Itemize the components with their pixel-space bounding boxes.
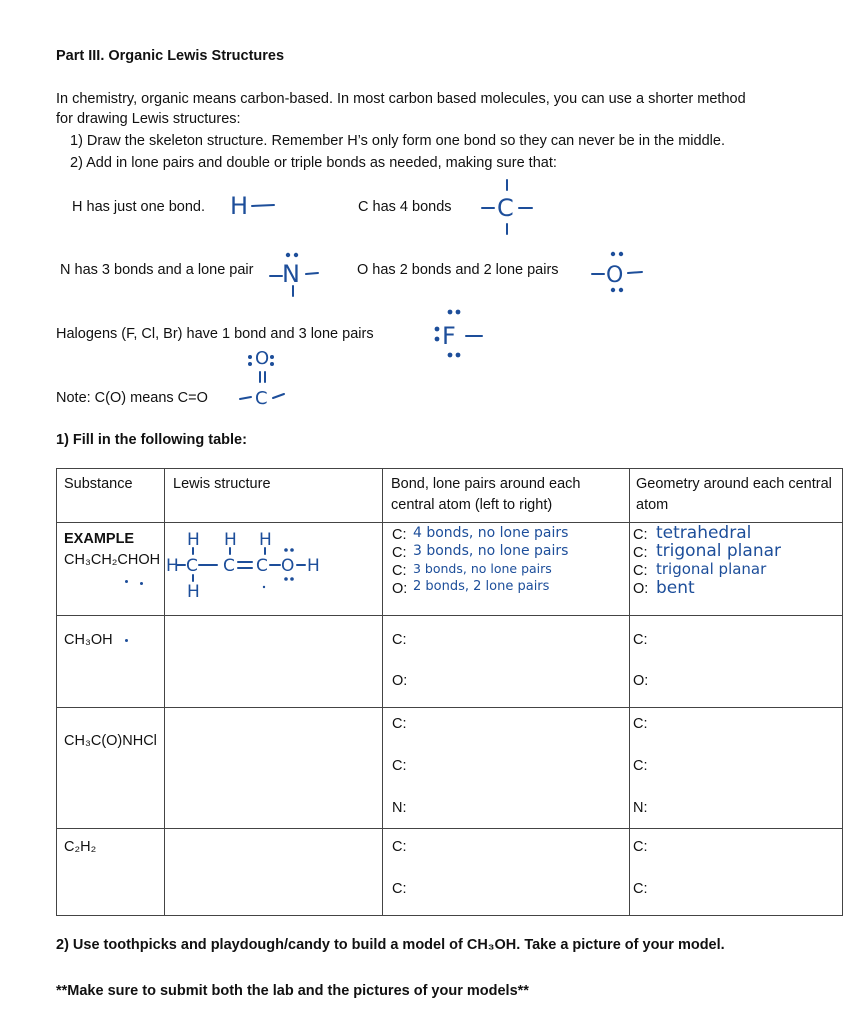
c-symbol: C	[497, 194, 514, 222]
ch3conhcl-lewis-cell[interactable]	[165, 708, 383, 829]
question-2: 2) Use toothpicks and playdough/candy to build a model of CH₃OH. Take a picture of your model.	[56, 937, 725, 953]
question-1: 1) Fill in the following table:	[56, 432, 247, 448]
example-bond-answer-4: 2 bonds, 2 lone pairs	[413, 579, 550, 594]
example-formula: CH₃CH₂CHOH	[64, 552, 161, 568]
ch3oh-formula: CH₃OH	[64, 632, 113, 648]
svg-text:H: H	[224, 530, 237, 550]
c2h2-bonds-cell[interactable]	[383, 829, 630, 916]
example-bond-answer-1: 4 bonds, no lone pairs	[413, 525, 569, 541]
ch3conhcl-bond-label-1: C:	[392, 716, 407, 732]
n-bond-drawing	[270, 248, 330, 298]
svg-text:H: H	[166, 556, 179, 576]
ch3oh-bond-label-2: O:	[392, 673, 408, 689]
step-2: 2) Add in lone pairs and double or triple bonds as needed, making sure that:	[70, 155, 557, 171]
svg-text:H: H	[187, 530, 200, 550]
example-substance-cell	[57, 523, 165, 616]
h-bond-line	[252, 205, 274, 206]
f-bond-drawing	[430, 304, 500, 364]
svg-text:O: O	[281, 556, 295, 576]
c2h2-bond-label-2: C:	[392, 881, 407, 897]
ch3conhcl-bond-label-3: N:	[392, 800, 407, 816]
ch3conhcl-geom-label-1: C:	[633, 716, 648, 732]
ch3conhcl-geom-label-2: C:	[633, 758, 648, 774]
ch3conhcl-substance-cell	[57, 708, 165, 829]
rule-note: Note: C(O) means C=O	[56, 390, 208, 406]
example-bond-answer-3: 3 bonds, no lone pairs	[413, 561, 552, 576]
n-bond-right	[306, 273, 318, 274]
example-bonds-cell	[383, 523, 630, 616]
table-row-ch3conhcl	[57, 708, 843, 829]
table-row-ch3oh	[57, 616, 843, 708]
example-lewis-drawing	[165, 523, 365, 611]
svg-text:C: C	[223, 556, 235, 576]
example-bond-label-4: O:	[392, 581, 408, 597]
c2h2-bond-label-1: C:	[392, 839, 407, 855]
c2h2-substance-cell	[57, 829, 165, 916]
rule-n: N has 3 bonds and a lone pair	[60, 262, 254, 278]
example-geom-label-2: C:	[633, 545, 648, 561]
h-symbol: H	[230, 192, 249, 220]
rule-c: C has 4 bonds	[358, 199, 452, 215]
example-geom-label-1: C:	[633, 527, 648, 543]
intro-line-1: In chemistry, organic means carbon-based. In most carbon based molecules, you can use a shorter method	[56, 91, 746, 107]
co-bond-right	[273, 394, 284, 398]
ch3conhcl-bond-label-2: C:	[392, 758, 407, 774]
intro-line-2: for drawing Lewis structures:	[56, 111, 241, 127]
example-bond-label-1: C:	[392, 527, 407, 543]
example-geom-label-4: O:	[633, 581, 649, 597]
table-header-row	[57, 469, 843, 523]
header-lewis: Lewis structure	[165, 469, 383, 523]
lewis-table	[56, 468, 843, 916]
example-geom-answer-3: trigonal planar	[656, 560, 767, 578]
example-label: EXAMPLE	[64, 531, 135, 547]
ch3oh-geom-label-2: O:	[633, 673, 649, 689]
co-c-symbol: C	[255, 388, 268, 409]
svg-text:C: C	[256, 556, 268, 576]
svg-text:H: H	[187, 582, 200, 602]
o-bond-drawing	[590, 246, 650, 296]
header-geometry: Geometry around each central atom	[630, 469, 843, 523]
example-geom-label-3: C:	[633, 563, 648, 579]
header-bonds: Bond, lone pairs around each central atom (left to right)	[383, 469, 630, 523]
header-substance: Substance	[57, 469, 165, 523]
part-title: Part III. Organic Lewis Structures	[56, 48, 285, 64]
ch3oh-bonds-cell[interactable]	[383, 616, 630, 708]
c-bond-drawing	[478, 178, 538, 236]
ch3oh-bond-label-1: C:	[392, 632, 407, 648]
step-1: 1) Draw the skeleton structure. Remember H’s only form one bond so they can never be in the middle.	[70, 133, 725, 149]
ch3conhcl-formula: CH₃C(O)NHCl	[64, 733, 157, 749]
submit-note: **Make sure to submit both the lab and the pictures of your models**	[56, 983, 529, 999]
h-bond-drawing	[230, 192, 280, 222]
co-o-symbol: O	[255, 348, 270, 369]
rule-o: O has 2 bonds and 2 lone pairs	[357, 262, 559, 278]
n-symbol: N	[282, 260, 300, 288]
example-geometry-cell	[630, 523, 843, 616]
table-row-example	[57, 523, 843, 616]
c2h2-geom-label-2: C:	[633, 881, 648, 897]
c2h2-geom-label-1: C:	[633, 839, 648, 855]
ch3conhcl-bonds-cell[interactable]	[383, 708, 630, 829]
example-bond-label-3: C:	[392, 563, 407, 579]
c2h2-geometry-cell[interactable]	[630, 829, 843, 916]
example-geom-answer-2: trigonal planar	[656, 541, 782, 561]
svg-text:H: H	[259, 530, 272, 550]
rule-h: H has just one bond.	[72, 199, 206, 215]
o-bond-right	[628, 272, 642, 273]
example-bond-answer-2: 3 bonds, no lone pairs	[413, 543, 569, 559]
example-geom-answer-1: tetrahedral	[656, 523, 752, 543]
example-geom-answer-4: bent	[656, 578, 695, 598]
f-symbol: F	[442, 322, 456, 350]
table-row-c2h2	[57, 829, 843, 916]
ch3oh-geom-label-1: C:	[633, 632, 648, 648]
ch3oh-geometry-cell[interactable]	[630, 616, 843, 708]
example-bond-label-2: C:	[392, 545, 407, 561]
ch3oh-substance-cell	[57, 616, 165, 708]
ch3oh-lewis-cell[interactable]	[165, 616, 383, 708]
svg-text:H: H	[307, 556, 320, 576]
c2h2-lewis-cell[interactable]	[165, 829, 383, 916]
ch3conhcl-geom-label-3: N:	[633, 800, 648, 816]
svg-text:C: C	[186, 556, 198, 576]
ch3conhcl-geometry-cell[interactable]	[630, 708, 843, 829]
co-bond-drawing	[236, 342, 306, 412]
o-symbol: O	[606, 263, 624, 288]
rule-halogens: Halogens (F, Cl, Br) have 1 bond and 3 lone pairs	[56, 326, 374, 342]
co-bond-left	[240, 397, 251, 399]
c2h2-formula: C₂H₂	[64, 839, 97, 855]
example-lewis-cell	[165, 523, 383, 616]
